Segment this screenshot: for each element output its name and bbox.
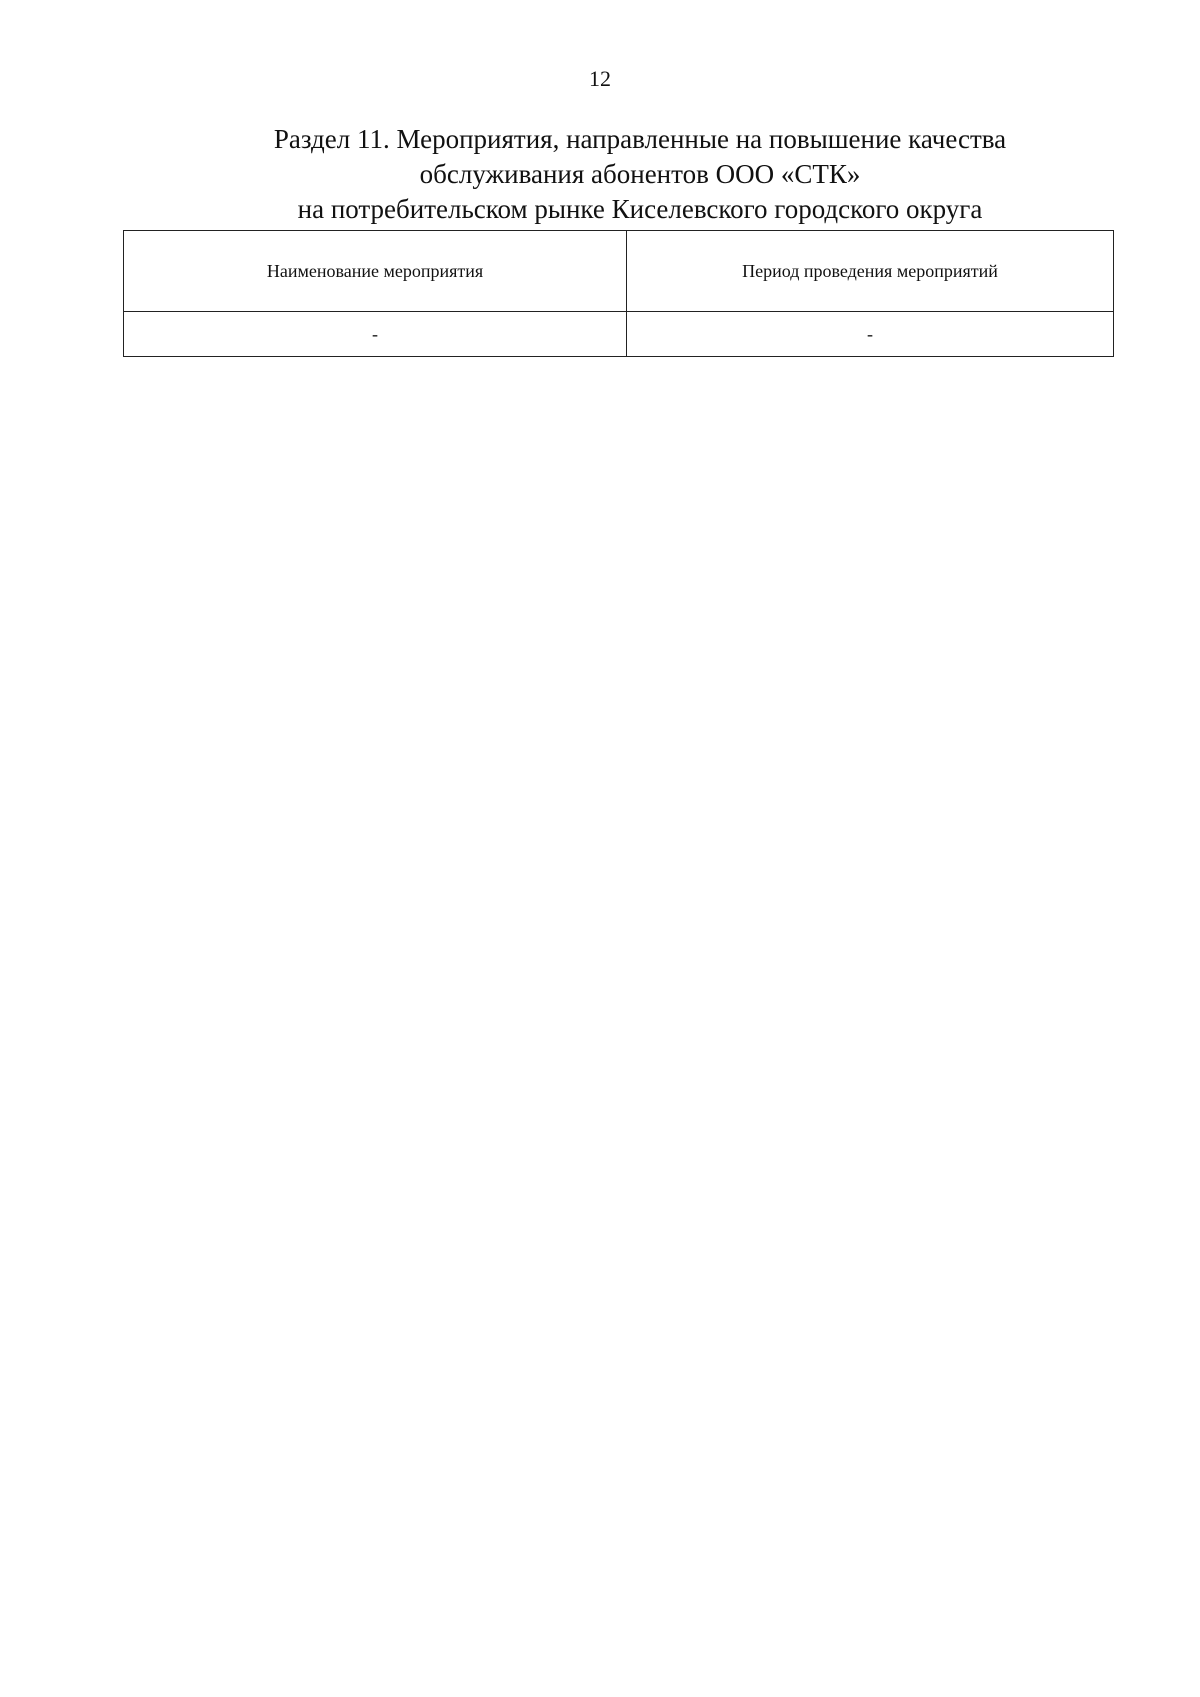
table-row — [124, 312, 1114, 357]
section-title-line-1: Раздел 11. Мероприятия, направленные на повышение качества — [273, 124, 1007, 154]
header-event-period: Период проведения мероприятий — [627, 231, 1114, 312]
cell-event-period: - — [627, 312, 1114, 357]
page-number: 12 — [589, 66, 611, 91]
cell-event-name: - — [124, 312, 627, 357]
table-header-row — [124, 231, 1114, 312]
section-title — [200, 122, 1080, 227]
section-title-line-2: обслуживания абонентов ООО «СТК» — [419, 159, 861, 189]
header-event-name: Наименование мероприятия — [124, 231, 627, 312]
section-title-line-3: на потребительском рынке Киселевского городского округа — [297, 194, 983, 224]
events-table — [123, 230, 1114, 357]
